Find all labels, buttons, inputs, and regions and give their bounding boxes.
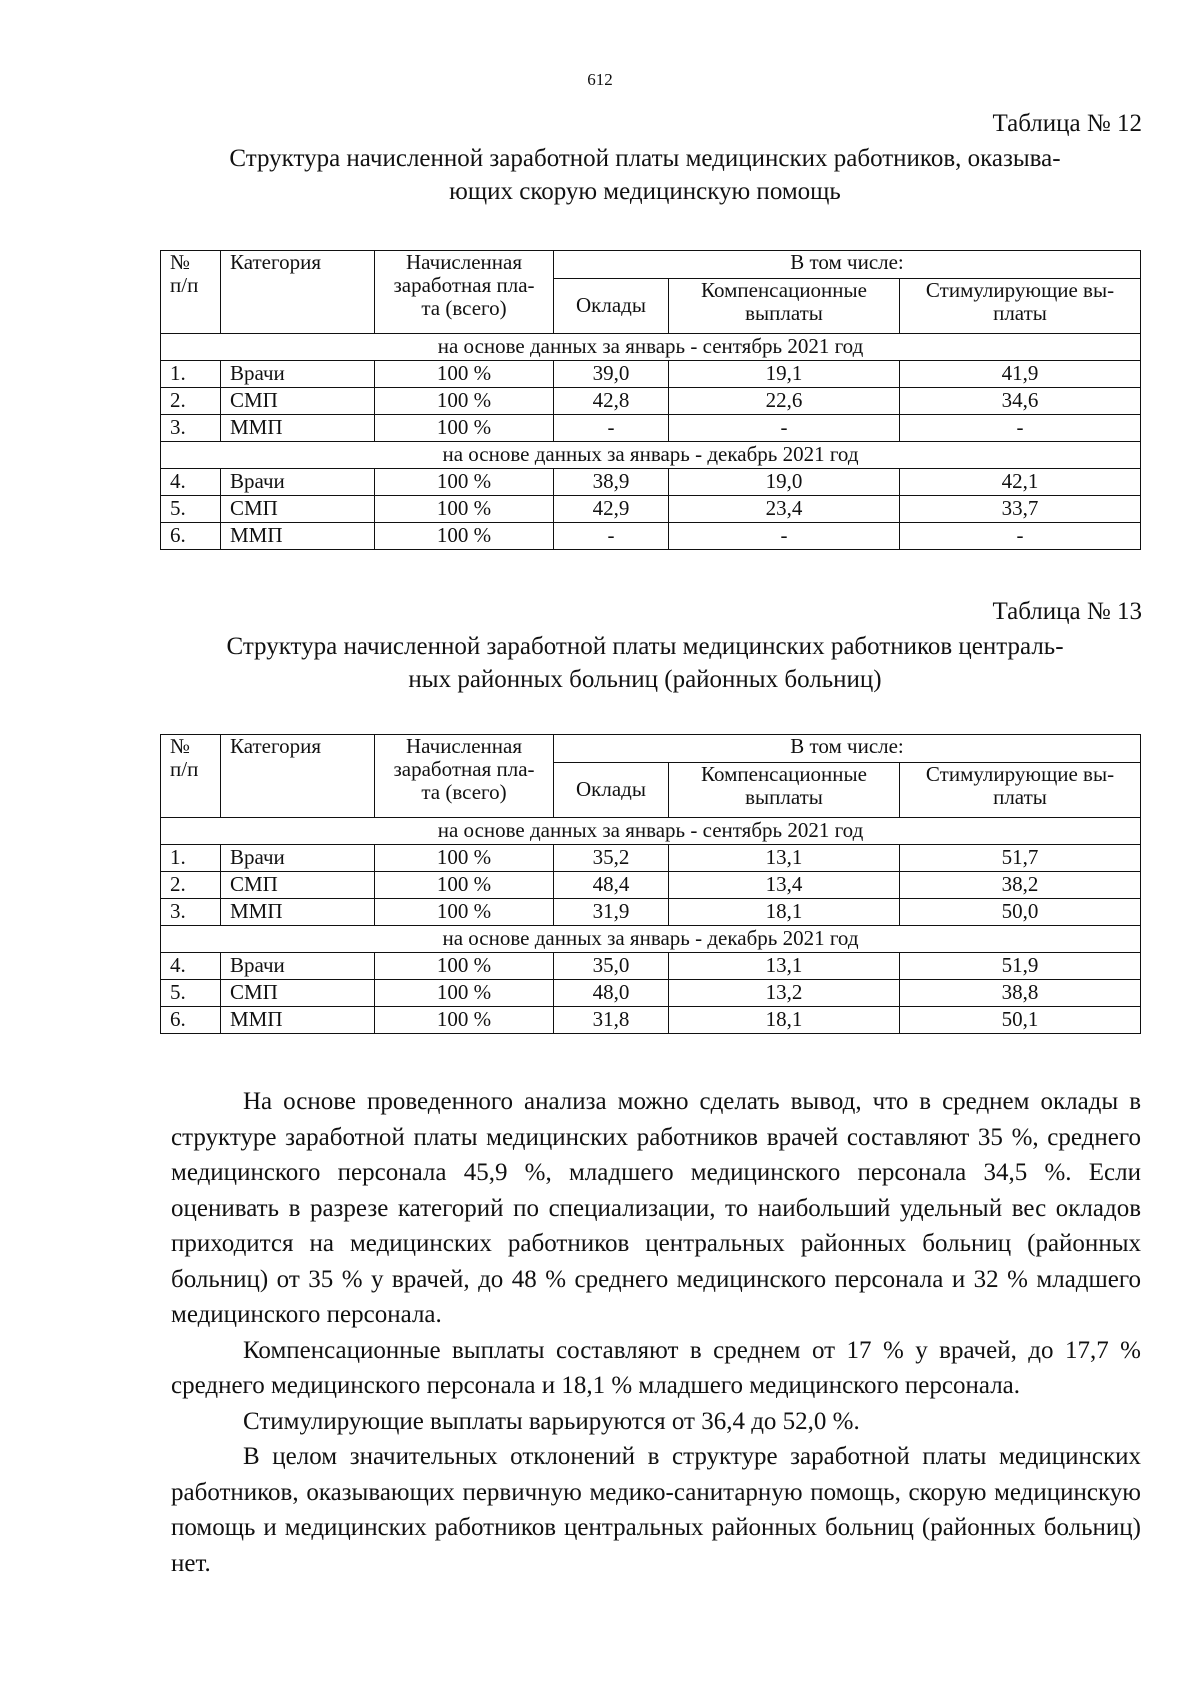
cell-incentive: 50,1	[900, 1007, 1141, 1034]
cell-total: 100 %	[375, 361, 554, 388]
table-12	[160, 250, 1141, 550]
cell-num: 2.	[161, 388, 221, 415]
table-row	[161, 845, 1141, 872]
section-title: на основе данных за январь - сентябрь 2021 год	[161, 334, 1141, 361]
cell-incentive: 51,9	[900, 953, 1141, 980]
cell-total: 100 %	[375, 953, 554, 980]
section-title: на основе данных за январь - декабрь 2021 год	[161, 442, 1141, 469]
cell-incentive: 38,8	[900, 980, 1141, 1007]
header-total-line-2: заработная пла-	[393, 273, 535, 298]
cell-num: 6.	[161, 1007, 221, 1034]
paragraph: В целом значительных отклонений в структуре заработной платы медицинских работников, оказывающих первичную медико-санитарную помощь, скорую медицинскую помощь и медицинских работников центральных районных больниц (районных больниц) нет.	[171, 1443, 1141, 1577]
cell-total: 100 %	[375, 845, 554, 872]
cell-compensation: 18,1	[669, 1007, 900, 1034]
header-compensation-line-2: выплаты	[745, 301, 823, 326]
cell-total: 100 %	[375, 469, 554, 496]
header-including: В том числе:	[554, 735, 1141, 763]
cell-compensation: 19,0	[669, 469, 900, 496]
cell-num: 6.	[161, 523, 221, 550]
cell-incentive: -	[900, 523, 1141, 550]
header-compensation-line-1: Компенсационные	[701, 278, 867, 302]
header-compensation-line-2: выплаты	[745, 785, 823, 810]
cell-total: 100 %	[375, 496, 554, 523]
cell-total: 100 %	[375, 415, 554, 442]
table-12-title-line-1: Структура начисленной заработной платы медицинских работников, оказыва-	[229, 145, 1061, 172]
cell-salary: 38,9	[554, 469, 669, 496]
header-num-line-2: п/п	[170, 757, 199, 782]
cell-category: ММП	[221, 1007, 375, 1034]
header-num-line-1: №	[170, 250, 191, 274]
cell-compensation: 13,4	[669, 872, 900, 899]
cell-compensation: 19,1	[669, 361, 900, 388]
cell-incentive: 34,6	[900, 388, 1141, 415]
table-row	[161, 1007, 1141, 1034]
cell-salary: 35,0	[554, 953, 669, 980]
cell-category: СМП	[221, 388, 375, 415]
header-total-line-1: Начисленная	[405, 250, 523, 274]
cell-salary: -	[554, 415, 669, 442]
header-salary: Оклады	[554, 279, 669, 334]
header-compensation	[669, 279, 900, 334]
header-incentive-line-2: платы	[993, 301, 1047, 326]
table-row	[161, 469, 1141, 496]
table-row	[161, 980, 1141, 1007]
cell-compensation: 13,1	[669, 953, 900, 980]
table-13-title-line-1: Структура начисленной заработной платы медицинских работников централь-	[226, 633, 1064, 660]
header-salary: Оклады	[554, 763, 669, 818]
cell-incentive: 33,7	[900, 496, 1141, 523]
header-num-line-2: п/п	[170, 273, 199, 298]
header-total-line-3: та (всего)	[421, 780, 507, 805]
paragraph: Стимулирующие выплаты варьируются от 36,4 до 52,0 %.	[243, 1407, 860, 1435]
section-title: на основе данных за январь - декабрь 2021 год	[161, 926, 1141, 953]
header-incentive-line-1: Стимулирующие вы-	[925, 762, 1115, 786]
cell-compensation: 13,1	[669, 845, 900, 872]
header-total-line-2: заработная пла-	[393, 757, 535, 782]
section-row	[161, 818, 1141, 845]
cell-category: Врачи	[221, 845, 375, 872]
cell-compensation: -	[669, 415, 900, 442]
header-total	[375, 251, 554, 334]
table-row	[161, 388, 1141, 415]
cell-total: 100 %	[375, 872, 554, 899]
cell-salary: 48,0	[554, 980, 669, 1007]
paragraph: На основе проведенного анализа можно сделать вывод, что в среднем оклады в структуре заработной платы медицинских работников врачей составляют 35 %, среднего медицинского персонала 45,9 %, младшего медицинского персонала 34,5 %. Если оценивать в разрезе категорий по специализации, то наибольший удельный вес окладов приходится на медицинских работников центральных районных больниц (районных больниц) от 35 % у врачей, до 48 % среднего медицинского персонала и 32 % младшего медицинского персонала.	[171, 1088, 1141, 1328]
cell-category: ММП	[221, 899, 375, 926]
cell-total: 100 %	[375, 980, 554, 1007]
cell-total: 100 %	[375, 899, 554, 926]
cell-compensation: -	[669, 523, 900, 550]
header-including: В том числе:	[554, 251, 1141, 279]
cell-incentive: 42,1	[900, 469, 1141, 496]
cell-category: Врачи	[221, 361, 375, 388]
table-13-title-line-2: ных районных больниц (районных больниц)	[408, 666, 882, 693]
cell-category: СМП	[221, 496, 375, 523]
cell-num: 4.	[161, 469, 221, 496]
table-row	[161, 496, 1141, 523]
section-row	[161, 334, 1141, 361]
table-row	[161, 415, 1141, 442]
cell-salary: 31,8	[554, 1007, 669, 1034]
paragraph: Компенсационные выплаты составляют в среднем от 17 % у врачей, до 17,7 % среднего медицинского персонала и 18,1 % младшего медицинского персонала.	[171, 1336, 1141, 1399]
cell-compensation: 13,2	[669, 980, 900, 1007]
cell-total: 100 %	[375, 1007, 554, 1034]
table-13-header-row-1	[161, 735, 1141, 763]
cell-category: СМП	[221, 872, 375, 899]
header-category: Категория	[221, 735, 375, 818]
body-text	[171, 1084, 1141, 1581]
cell-total: 100 %	[375, 388, 554, 415]
section-row	[161, 442, 1141, 469]
header-total-line-1: Начисленная	[405, 734, 523, 758]
cell-salary: 48,4	[554, 872, 669, 899]
cell-num: 1.	[161, 361, 221, 388]
cell-salary: 31,9	[554, 899, 669, 926]
cell-num: 4.	[161, 953, 221, 980]
cell-compensation: 18,1	[669, 899, 900, 926]
section-title: на основе данных за январь - сентябрь 2021 год	[161, 818, 1141, 845]
header-total	[375, 735, 554, 818]
cell-num: 5.	[161, 980, 221, 1007]
header-num	[161, 251, 221, 334]
header-total-line-3: та (всего)	[421, 296, 507, 321]
cell-incentive: -	[900, 415, 1141, 442]
cell-category: Врачи	[221, 469, 375, 496]
cell-incentive: 38,2	[900, 872, 1141, 899]
table-12-title-line-2: ющих скорую медицинскую помощь	[449, 178, 841, 205]
section-row	[161, 926, 1141, 953]
cell-category: СМП	[221, 980, 375, 1007]
cell-salary: 39,0	[554, 361, 669, 388]
table-row	[161, 361, 1141, 388]
table-12-header-row-1	[161, 251, 1141, 279]
cell-salary: 42,8	[554, 388, 669, 415]
header-incentive	[900, 763, 1141, 818]
header-num	[161, 735, 221, 818]
cell-salary: 42,9	[554, 496, 669, 523]
header-category: Категория	[221, 251, 375, 334]
cell-num: 1.	[161, 845, 221, 872]
cell-compensation: 23,4	[669, 496, 900, 523]
table-13-title	[150, 630, 1140, 696]
table-row	[161, 953, 1141, 980]
cell-category: ММП	[221, 523, 375, 550]
cell-num: 3.	[161, 415, 221, 442]
table-row	[161, 523, 1141, 550]
cell-num: 3.	[161, 899, 221, 926]
table-13-label: Таблица № 13	[992, 598, 1142, 625]
cell-total: 100 %	[375, 523, 554, 550]
table-12-label: Таблица № 12	[992, 110, 1142, 137]
header-compensation-line-1: Компенсационные	[701, 762, 867, 786]
cell-category: ММП	[221, 415, 375, 442]
header-incentive	[900, 279, 1141, 334]
table-13	[160, 734, 1141, 1034]
page-number: 612	[587, 70, 613, 89]
cell-salary: 35,2	[554, 845, 669, 872]
cell-salary: -	[554, 523, 669, 550]
cell-incentive: 51,7	[900, 845, 1141, 872]
cell-compensation: 22,6	[669, 388, 900, 415]
table-row	[161, 872, 1141, 899]
table-12-title	[150, 142, 1140, 208]
cell-incentive: 50,0	[900, 899, 1141, 926]
header-num-line-1: №	[170, 734, 191, 758]
header-incentive-line-1: Стимулирующие вы-	[925, 278, 1115, 302]
table-row	[161, 899, 1141, 926]
cell-num: 2.	[161, 872, 221, 899]
cell-incentive: 41,9	[900, 361, 1141, 388]
header-compensation	[669, 763, 900, 818]
cell-category: Врачи	[221, 953, 375, 980]
header-incentive-line-2: платы	[993, 785, 1047, 810]
cell-num: 5.	[161, 496, 221, 523]
